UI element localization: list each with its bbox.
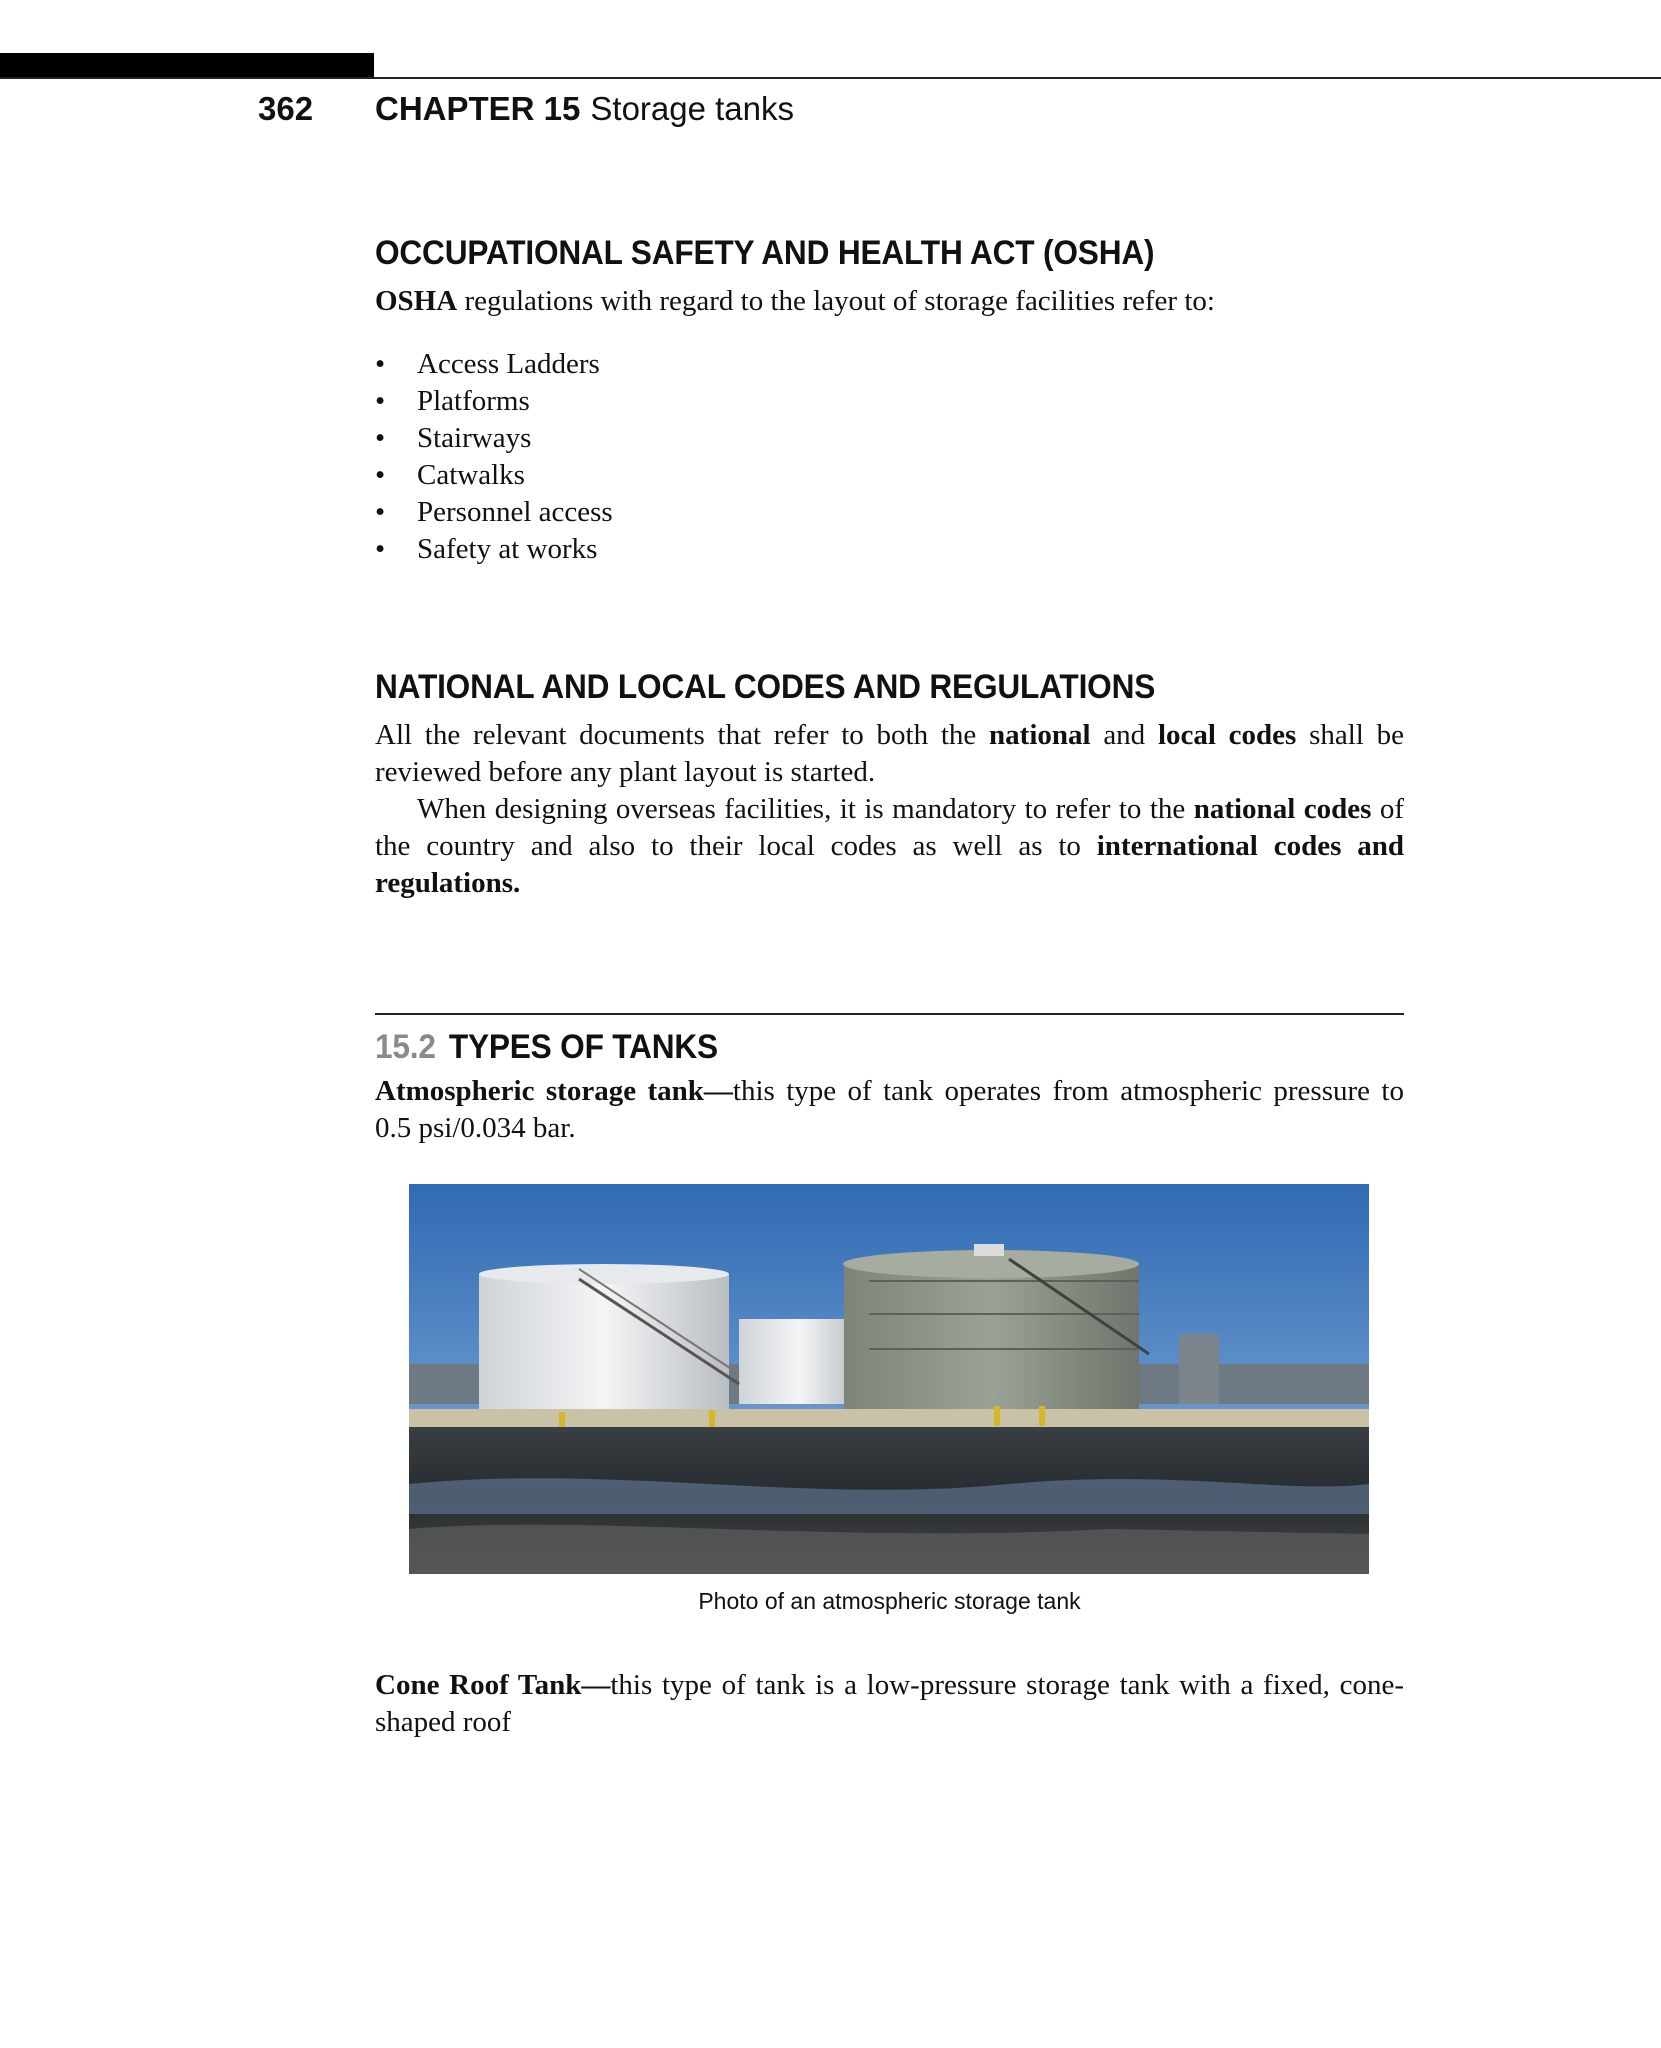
list-item: • Stairways	[375, 420, 1404, 457]
section-rule	[375, 1013, 1404, 1015]
bullet-marker: •	[375, 496, 386, 528]
bullet-marker: •	[375, 385, 386, 417]
list-item: • Safety at works	[375, 531, 1404, 568]
osha-intro-bold: OSHA	[375, 285, 458, 317]
page-number: 362	[258, 90, 314, 127]
types-heading	[375, 1028, 1332, 1067]
list-item: • Access Ladders	[375, 346, 1404, 383]
list-item: • Platforms	[375, 383, 1404, 420]
osha-list	[375, 346, 1404, 568]
header-rule	[0, 77, 1661, 79]
list-item: • Personnel access	[375, 494, 1404, 531]
bullet-marker: •	[375, 422, 386, 454]
chapter-label: CHAPTER 15	[375, 90, 581, 127]
osha-section	[375, 234, 1404, 568]
codes-heading: NATIONAL AND LOCAL CODES AND REGULATIONS	[375, 668, 1156, 706]
list-item: • Catwalks	[375, 457, 1404, 494]
cone-roof-section	[375, 1667, 1404, 1741]
cone-roof-paragraph: Cone Roof Tank—this type of tank is a low-pressure storage tank with a fixed, cone-shaped roof	[375, 1669, 1404, 1738]
atmospheric-paragraph: Atmospheric storage tank—this type of tank operates from atmospheric pressure to 0.5 psi/0.034 bar.	[375, 1075, 1404, 1144]
types-section	[375, 1028, 1404, 1147]
bullet-marker: •	[375, 533, 386, 565]
osha-intro-text: regulations with regard to the layout of storage facilities refer to:	[457, 285, 1215, 317]
section-title: TYPES OF TANKS	[448, 1028, 718, 1066]
running-header	[0, 88, 1661, 132]
codes-section	[375, 668, 1404, 902]
storage-tank-photo	[409, 1184, 1369, 1574]
codes-paragraph-1: All the relevant documents that refer to both the national and local codes shall be reviewed before any plant layout is started.	[375, 719, 1404, 788]
codes-paragraph-2: When designing overseas facilities, it is mandatory to refer to the national codes of the country and also to their local codes as well as to international codes and regulations.	[375, 793, 1404, 899]
section-number: 15.2	[375, 1028, 436, 1066]
chapter-name: Storage tanks	[590, 90, 795, 127]
bullet-marker: •	[375, 459, 386, 491]
photo-caption: Photo of an atmospheric storage tank	[698, 1588, 1081, 1614]
header-bar	[0, 53, 374, 79]
osha-heading: OCCUPATIONAL SAFETY AND HEALTH ACT (OSHA)	[375, 234, 1155, 272]
osha-intro	[375, 283, 1404, 320]
chapter-title	[375, 90, 794, 128]
bullet-marker: •	[375, 348, 386, 380]
